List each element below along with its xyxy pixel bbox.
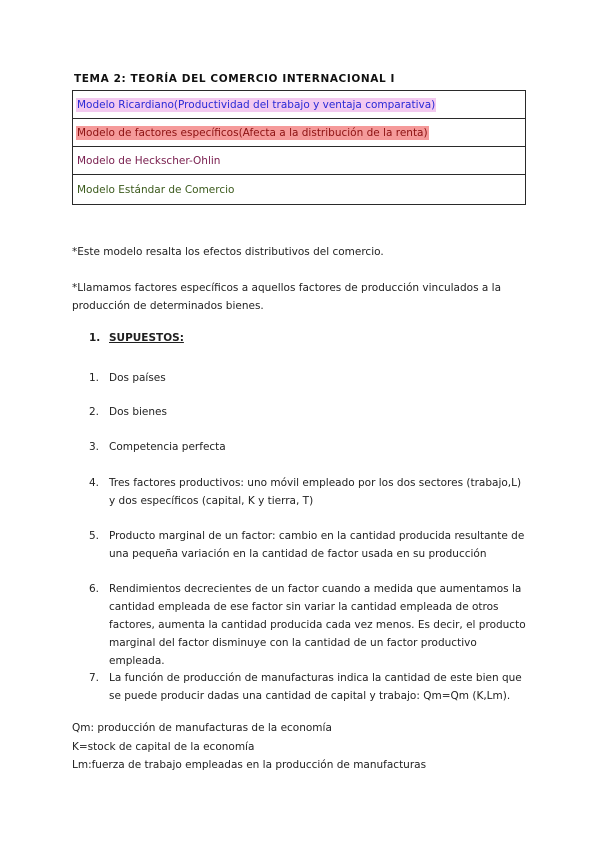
list-number: 6.: [89, 583, 100, 595]
document-title: TEMA 2: TEORÍA DEL COMERCIO INTERNACIONAL I: [74, 73, 396, 85]
model-factores-especificos: Modelo de factores específicos(Afecta a la distribución de la renta): [77, 126, 428, 139]
note-distributivos: *Este modelo resalta los efectos distributivos del comercio.: [72, 246, 384, 258]
list-number: 1.: [89, 372, 100, 384]
list-text: Dos bienes: [109, 406, 167, 418]
list-text: Tres factores productivos: uno móvil empleado por los dos sectores (trabajo,L) y dos específicos (capital, K y tierra, T): [109, 477, 522, 507]
list-text: La función de producción de manufacturas indica la cantidad de este bien que se puede producir dadas una cantidad de capital y trabajo: Qm=Qm (K,Lm).: [109, 672, 522, 702]
list-text: Competencia perfecta: [109, 441, 226, 453]
list-number: 2.: [89, 406, 100, 418]
list-number: 4.: [89, 477, 100, 489]
list-number: 7.: [89, 672, 100, 684]
list-number: 5.: [89, 530, 100, 542]
note-factores-especificos: *Llamamos factores específicos a aquellos factores de producción vinculados a la producción de determinados bienes.: [72, 282, 502, 312]
list-number: 3.: [89, 441, 100, 453]
list-text: Rendimientos decrecientes de un factor cuando a medida que aumentamos la cantidad empleada de ese factor sin variar la cantidad empleada de otros factores, aumenta la cantidad producida cada vez menos. Es decir, el producto marginal del factor disminuye con la cantidad de un factor productivo empleada.: [109, 583, 526, 667]
section-label: SUPUESTOS:: [109, 332, 184, 344]
model-row-factores: [73, 119, 525, 147]
model-ricardiano: Modelo Ricardiano(Productividad del trabajo y ventaja comparativa): [77, 98, 436, 111]
model-row-hecksher: [73, 147, 525, 175]
list-text: Producto marginal de un factor: cambio en la cantidad producida resultante de una pequeña variación en la cantidad de factor usada en su producción: [109, 530, 525, 560]
model-estandar: Modelo Estándar de Comercio: [77, 183, 235, 196]
definition-lm: Lm:fuerza de trabajo empleadas en la producción de manufacturas: [72, 759, 427, 771]
model-heckscher-ohlin: Modelo de Heckscher-Ohlin: [77, 154, 221, 167]
model-row-estandar: [73, 175, 525, 204]
definition-k: K=stock de capital de la economía: [72, 741, 255, 753]
section-number: 1.: [89, 332, 101, 344]
section-heading: [89, 332, 184, 344]
definition-qm: Qm: producción de manufacturas de la economía: [72, 722, 332, 734]
model-row-ricardiano: [73, 91, 525, 119]
list-text: Dos países: [109, 372, 166, 384]
models-table: [72, 90, 526, 205]
